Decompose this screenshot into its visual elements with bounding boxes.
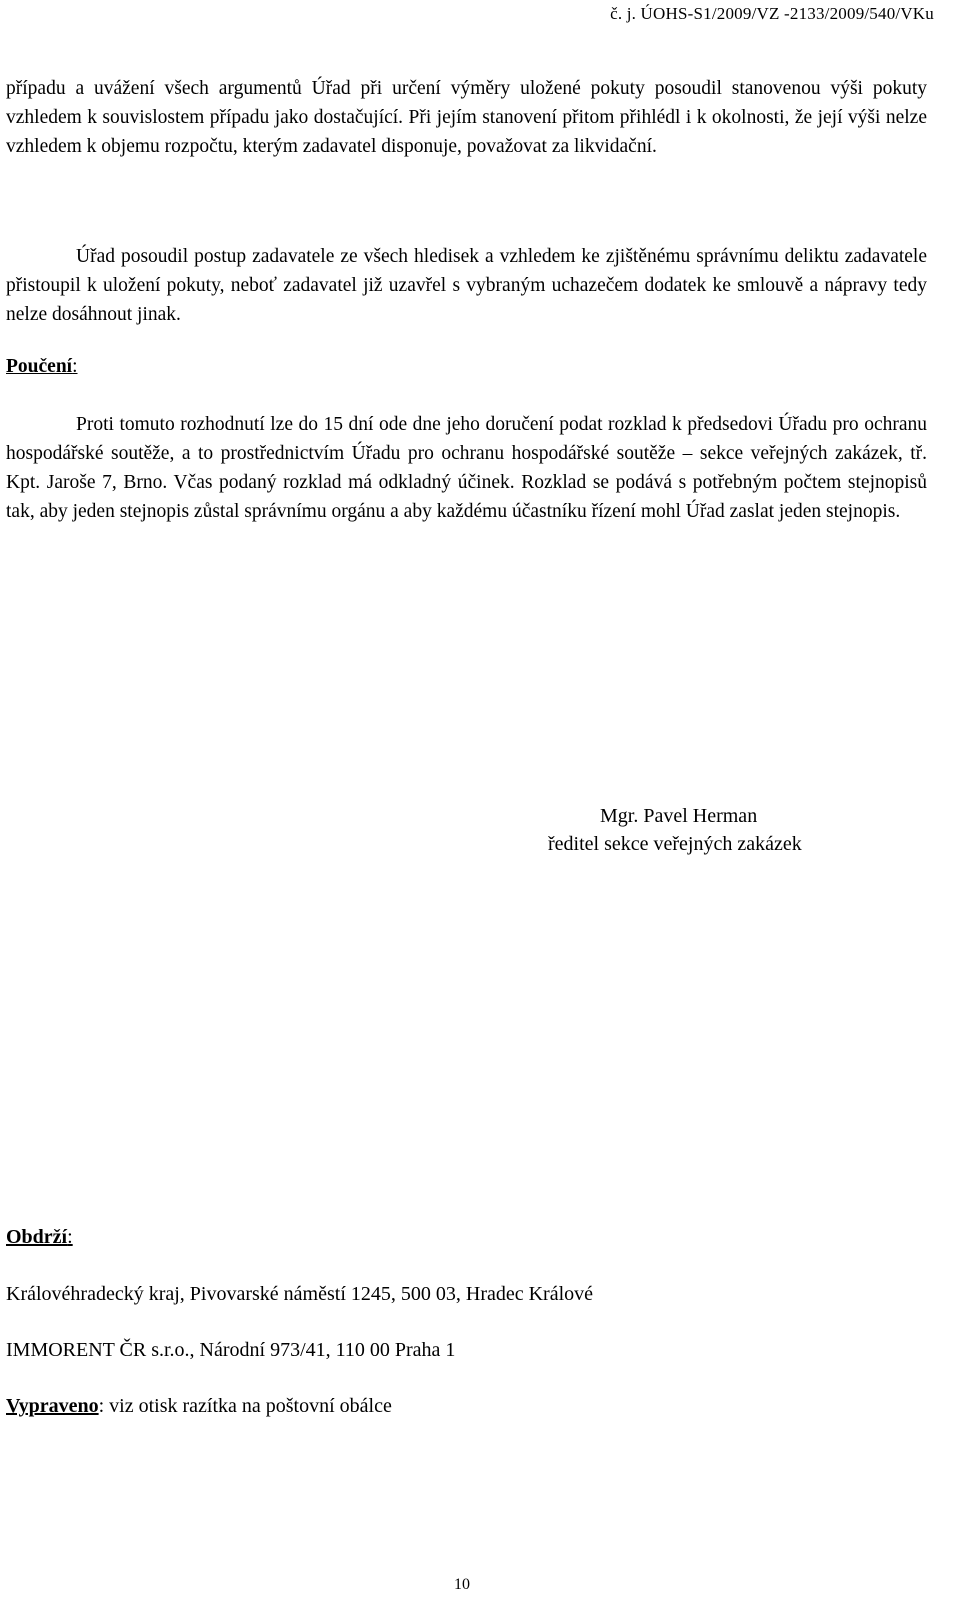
recipients-heading-colon: : bbox=[67, 1226, 73, 1248]
recipient-item: IMMORENT ČR s.r.o., Národní 973/41, 110 00 Praha 1 bbox=[6, 1339, 456, 1361]
instruction-heading-label: Poučení bbox=[6, 356, 73, 377]
page-number: 10 bbox=[454, 1576, 470, 1593]
recipient-item: Královéhradecký kraj, Pivovarské náměstí 1245, 500 03, Hradec Králové bbox=[6, 1283, 594, 1305]
instruction-heading bbox=[6, 356, 78, 378]
dispatch-note bbox=[6, 1395, 392, 1418]
signatory-title: ředitel sekce veřejných zakázek bbox=[548, 833, 802, 855]
paragraph-penalty-assessment: případu a uvážení všech argumentů Úřad při určení výměry uložené pokuty posoudil stanovenou výši pokuty vzhledem k souvislostem případu jako dostačující. Při jejím stanovení přitom přihlédl i k okolnosti, že její výši nelze vzhledem k objemu rozpočtu, kterým zadavatel disponuje, považovat za likvidační. bbox=[6, 78, 927, 157]
paragraph-procedure-assessment: Úřad posoudil postup zadavatele ze všech hledisek a vzhledem ke zjištěnému správnímu deliktu zadavatele přistoupil k uložení pokuty, neboť zadavatel již uzavřel s vybraným uchazečem dodatek ke smlouvě a nápravy tedy nelze dosáhnout jinak. bbox=[6, 246, 927, 325]
paragraph-appeal-instruction: Proti tomuto rozhodnutí lze do 15 dní ode dne jeho doručení podat rozklad k předsedovi Úřadu pro ochranu hospodářské soutěže, a to prostřednictvím Úřadu pro ochranu hospodářské soutěže – sekce veřejných zakázek, tř. Kpt. Jaroše 7, Brno. Včas podaný rozklad má odkladný účinek. Rozklad se podává s potřebným počtem stejnopisů tak, aby jeden stejnopis zůstal správnímu orgánu a aby každému účastníku řízení mohl Úřad zaslat jeden stejnopis. bbox=[6, 414, 927, 522]
recipients-heading bbox=[6, 1226, 73, 1249]
signatory-name: Mgr. Pavel Herman bbox=[600, 805, 758, 827]
recipients-heading-label: Obdrží bbox=[6, 1226, 68, 1248]
instruction-heading-colon: : bbox=[72, 356, 78, 377]
dispatch-text: : viz otisk razítka na poštovní obálce bbox=[98, 1395, 392, 1417]
case-reference-number: č. j. ÚOHS-S1/2009/VZ -2133/2009/540/VKu bbox=[610, 4, 934, 23]
dispatch-label: Vypraveno bbox=[6, 1395, 99, 1417]
